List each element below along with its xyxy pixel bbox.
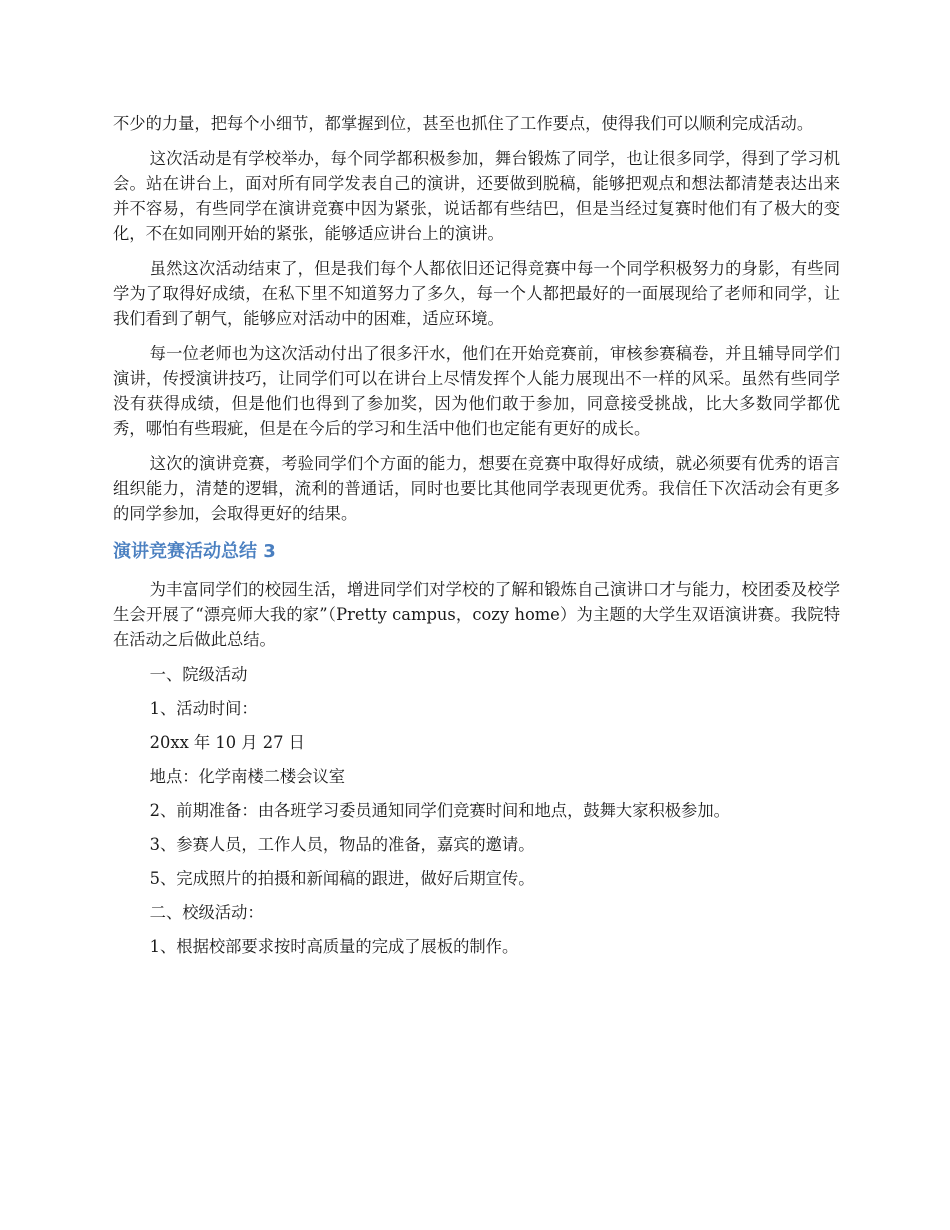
list-item: 地点：化学南楼二楼会议室 [149, 767, 346, 786]
list-item: 1、根据校部要求按时高质量的完成了展板的制作。 [149, 937, 519, 956]
document-body [113, 111, 840, 968]
paragraph: 虽然这次活动结束了，但是我们每个人都依旧还记得竞赛中每一个同学积极努力的身影，有些同学为了取得好成绩，在私下里不知道努力了多久，每一个人都把最好的一面展现给了老师和同学，让我们看到了朝气，能够应对活动中的困难，适应环境。 [113, 259, 840, 328]
list-item: 1、活动时间： [149, 699, 258, 718]
list-item: 20xx 年 10 月 27 日 [149, 733, 305, 752]
paragraph: 这次活动是有学校举办，每个同学都积极参加，舞台锻炼了同学，也让很多同学，得到了学习机会。站在讲台上，面对所有同学发表自己的演讲，还要做到脱稿，能够把观点和想法都清楚表达出来并不容易，有些同学在演讲竞赛中因为紧张，说话都有些结巴，但是当经过复赛时他们有了极大的变化，不在如同刚开始的紧张，能够适应讲台上的演讲。 [113, 149, 840, 243]
list-item: 3、参赛人员，工作人员，物品的准备，嘉宾的邀请。 [149, 835, 535, 854]
section-heading: 演讲竞赛活动总结 3 [113, 541, 276, 562]
list-item: 2、前期准备：由各班学习委员通知同学们竞赛时间和地点，鼓舞大家积极参加。 [149, 801, 730, 820]
list-item: 5、完成照片的拍摄和新闻稿的跟进，做好后期宣传。 [149, 869, 535, 888]
intro-paragraph: 为丰富同学们的校园生活，增进同学们对学校的了解和锻炼自己演讲口才与能力，校团委及校学生会开展了“漂亮师大我的家”（Pretty campus，cozy home）为主题的大学生双语演讲赛。我院特在活动之后做此总结。 [113, 580, 840, 649]
paragraph: 这次的演讲竞赛，考验同学们个方面的能力，想要在竞赛中取得好成绩，就必须要有优秀的语言组织能力，清楚的逻辑，流利的普通话，同时也要比其他同学表现更优秀。我信任下次活动会有更多的同学参加，会取得更好的结果。 [113, 454, 840, 523]
paragraph: 每一位老师也为这次活动付出了很多汗水，他们在开始竞赛前，审核参赛稿卷，并且辅导同学们演讲，传授演讲技巧，让同学们可以在讲台上尽情发挥个人能力展现出不一样的风采。虽然有些同学没有获得成绩，但是他们也得到了参加奖，因为他们敢于参加，同意接受挑战，比大多数同学都优秀，哪怕有些瑕疵，但是在今后的学习和生活中他们也定能有更好的成长。 [113, 344, 840, 438]
paragraph-continuation: 不少的力量，把每个小细节，都掌握到位，甚至也抓住了工作要点，使得我们可以顺利完成活动。 [113, 114, 814, 133]
list-item: 二、校级活动： [149, 903, 264, 922]
list-item: 一、院级活动 [149, 665, 248, 684]
